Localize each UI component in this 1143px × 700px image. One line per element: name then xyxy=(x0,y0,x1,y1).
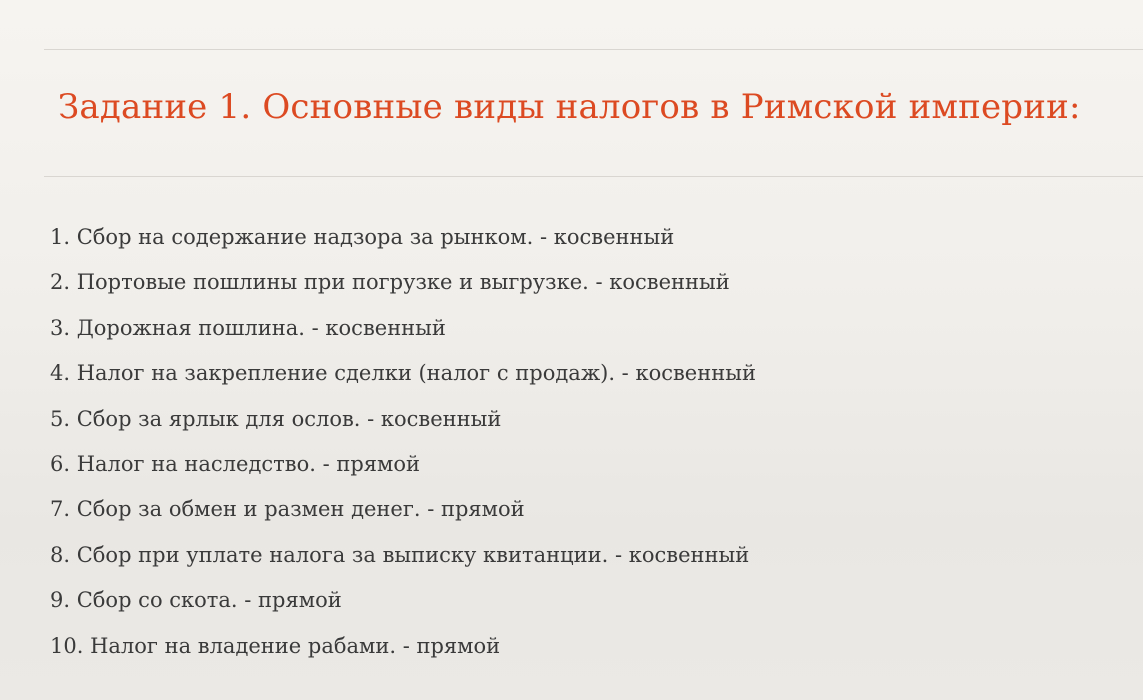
list-item: 6. Налог на наследство. - прямой xyxy=(50,451,421,476)
list-item: 2. Портовые пошлины при погрузке и выгрузке. - косвенный xyxy=(50,270,730,295)
tax-list xyxy=(50,220,756,674)
list-item: 8. Сбор при уплате налога за выписку квитанции. - косвенный xyxy=(50,542,750,567)
list-item: 7. Сбор за обмен и размен денег. - прямой xyxy=(50,497,525,522)
list-item: 3. Дорожная пошлина. - косвенный xyxy=(50,315,446,340)
list-item: 5. Сбор за ярлык для ослов. - косвенный xyxy=(50,406,502,431)
list-item: 4. Налог на закрепление сделки (налог с продаж). - косвенный xyxy=(50,361,756,386)
top-divider xyxy=(44,49,1143,50)
slide-title: Задание 1. Основные виды налогов в Римской империи: xyxy=(58,87,1081,127)
list-item: 10. Налог на владение рабами. - прямой xyxy=(50,633,501,658)
title-divider xyxy=(44,176,1143,177)
list-item: 9. Сбор со скота. - прямой xyxy=(50,588,342,613)
list-item: 1. Сбор на содержание надзора за рынком. - косвенный xyxy=(50,225,675,249)
